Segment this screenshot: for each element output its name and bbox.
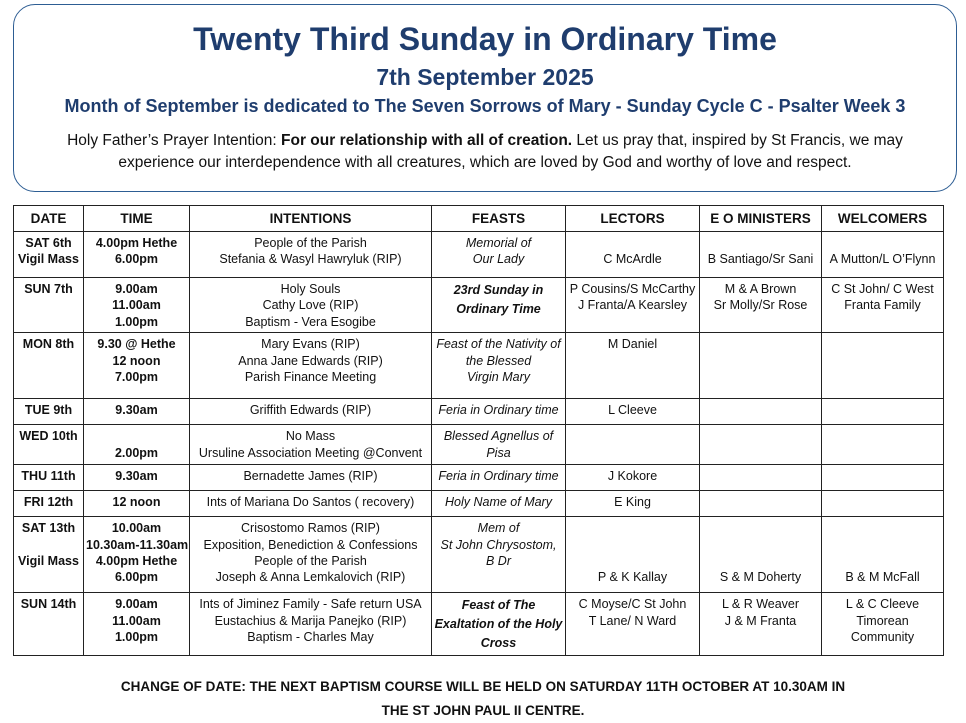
lectors-cell: [566, 517, 700, 593]
cell-line: 12 noon: [112, 495, 161, 510]
cell-line: 11.00am: [112, 298, 161, 313]
cell-line: Holy Name of Mary: [445, 495, 552, 510]
cell-line: Timorean: [856, 613, 909, 628]
ministers-cell: [700, 593, 822, 656]
cell-line: [16, 537, 81, 553]
cell-line: [824, 553, 941, 569]
header-panel: [13, 4, 957, 192]
table-row: [14, 465, 944, 491]
cell-line: 9.00am: [115, 282, 158, 296]
cell-line: [86, 428, 187, 444]
cell-line: Exaltation of the Holy: [434, 617, 563, 632]
cell-line: 10.00am: [111, 521, 162, 536]
prayer-intention-bold: For our relationship with all of creation.: [281, 132, 573, 149]
time-cell: [84, 232, 190, 278]
page-date: 7th September 2025: [376, 64, 594, 90]
cell-line: B Santiago/Sr Sani: [707, 252, 814, 267]
table-row: [14, 232, 944, 278]
cell-line: Cross: [480, 636, 517, 651]
cell-line: People of the Parish: [254, 236, 367, 250]
cell-line: Mary Evans (RIP): [261, 337, 360, 352]
time-cell: [84, 425, 190, 465]
table-header-row: [14, 206, 944, 232]
cell-line: Pisa: [486, 445, 511, 460]
header-time: TIME: [84, 206, 190, 232]
cell-line: FRI 12th: [23, 495, 74, 510]
cell-line: E King: [614, 495, 651, 510]
cell-line: 4.00pm Hethe: [95, 554, 178, 569]
cell-line: Baptism - Charles May: [247, 630, 374, 645]
cell-line: P Cousins/S McCarthy: [569, 282, 696, 296]
cell-line: Blessed Agnellus of: [443, 429, 554, 444]
header-feasts: FEASTS: [432, 206, 566, 232]
date-cell: [14, 593, 84, 656]
cell-line: Mem of: [477, 521, 520, 536]
cell-line: Feria in Ordinary time: [438, 469, 559, 484]
cell-line: WED 10th: [19, 429, 78, 444]
cell-line: Feast of The: [461, 598, 536, 613]
cell-line: Griffith Edwards (RIP): [249, 403, 372, 418]
cell-line: 6.00pm: [114, 570, 159, 585]
date-cell: [14, 517, 84, 593]
cell-line: L & C Cleeve: [845, 597, 920, 612]
feasts-cell: [432, 465, 566, 491]
cell-line: SUN 14th: [20, 597, 77, 612]
cell-line: Vigil Mass: [18, 252, 79, 267]
feasts-cell: [432, 399, 566, 425]
cell-line: [824, 537, 941, 553]
cell-line: [702, 537, 819, 553]
cell-line: Virgin Mary: [467, 370, 530, 385]
cell-line: SUN 7th: [24, 282, 73, 296]
cell-line: MON 8th: [22, 337, 75, 352]
ministers-cell: [700, 517, 822, 593]
cell-line: Exposition, Benediction & Confessions: [203, 537, 418, 552]
date-cell: [14, 399, 84, 425]
feasts-cell: [432, 491, 566, 517]
schedule-table: [13, 205, 944, 656]
cell-line: M Daniel: [607, 337, 658, 352]
welcomers-cell: [822, 517, 944, 593]
date-cell: [14, 491, 84, 517]
ministers-cell: [700, 278, 822, 333]
time-cell: [84, 465, 190, 491]
table-row: [14, 399, 944, 425]
cell-line: 9.30am: [115, 469, 158, 484]
cell-line: Baptism - Vera Esogibe: [245, 314, 376, 329]
welcomers-cell: [822, 465, 944, 491]
cell-line: SAT 6th: [25, 236, 72, 250]
schedule-body: [14, 232, 944, 656]
header-lectors: LECTORS: [566, 206, 700, 232]
table-row: [14, 593, 944, 656]
cell-line: SAT 13th: [21, 521, 76, 536]
date-cell: [14, 333, 84, 399]
lectors-cell: [566, 491, 700, 517]
cell-line: 23rd Sunday in: [453, 283, 544, 297]
intentions-cell: [190, 517, 432, 593]
cell-line: C St John/ C West: [831, 282, 934, 296]
cell-line: J Kokore: [607, 469, 658, 484]
cell-line: Ordinary Time: [456, 302, 541, 316]
cell-line: Stefania & Wasyl Hawryluk (RIP): [219, 252, 402, 267]
cell-line: 9.30 @ Hethe: [97, 337, 176, 352]
cell-line: P & K Kallay: [597, 570, 668, 585]
table-row: [14, 517, 944, 593]
cell-line: Cathy Love (RIP): [262, 298, 359, 313]
intentions-cell: [190, 491, 432, 517]
notice-line-2: THE ST JOHN PAUL II CENTRE.: [381, 703, 585, 718]
table-row: [14, 278, 944, 333]
cell-line: Our Lady: [472, 252, 525, 267]
feasts-cell: [432, 593, 566, 656]
lectors-cell: [566, 232, 700, 278]
cell-line: 1.00pm: [114, 630, 159, 645]
cell-line: Feria in Ordinary time: [438, 403, 559, 418]
cell-line: T Lane/ N Ward: [588, 613, 677, 628]
time-cell: [84, 333, 190, 399]
lectors-cell: [566, 425, 700, 465]
table-row: [14, 425, 944, 465]
cell-line: [702, 235, 819, 251]
cell-line: J Franta/A Kearsley: [577, 298, 688, 313]
prayer-text: Let us pray that, inspired by St Francis, we may experience our interdependence with all creatures, which are loved by God and worthy of love and respect.: [118, 132, 903, 171]
header-date: DATE: [14, 206, 84, 232]
cell-line: [568, 520, 697, 536]
intentions-cell: [190, 593, 432, 656]
cell-line: 6.00pm: [114, 252, 159, 267]
date-cell: [14, 232, 84, 278]
cell-line: People of the Parish: [254, 554, 367, 569]
time-cell: [84, 593, 190, 656]
cell-line: [824, 235, 941, 251]
header-welcomers: WELCOMERS: [822, 206, 944, 232]
cell-line: 2.00pm: [114, 445, 159, 460]
cell-line: Franta Family: [844, 298, 921, 313]
prayer-intention: [28, 130, 942, 174]
feasts-cell: [432, 232, 566, 278]
welcomers-cell: [822, 399, 944, 425]
cell-line: Community: [850, 630, 915, 645]
cell-line: Ints of Mariana Do Santos ( recovery): [206, 495, 415, 510]
welcomers-cell: [822, 593, 944, 656]
welcomers-cell: [822, 333, 944, 399]
feasts-cell: [432, 278, 566, 333]
table-row: [14, 333, 944, 399]
cell-line: L & R Weaver: [721, 597, 800, 612]
time-cell: [84, 517, 190, 593]
intentions-cell: [190, 333, 432, 399]
cell-line: [702, 553, 819, 569]
notice-footer: [0, 675, 966, 723]
cell-line: C McArdle: [603, 252, 662, 267]
page-title: Twenty Third Sunday in Ordinary Time: [193, 21, 777, 57]
time-cell: [84, 278, 190, 333]
intentions-cell: [190, 465, 432, 491]
ministers-cell: [700, 232, 822, 278]
header-intentions: INTENTIONS: [190, 206, 432, 232]
cell-line: TUE 9th: [24, 403, 73, 418]
cell-line: Sr Molly/Sr Rose: [713, 298, 808, 313]
cell-line: 9.30am: [115, 403, 158, 418]
cell-line: [568, 553, 697, 569]
cell-line: J & M Franta: [724, 613, 797, 628]
intentions-cell: [190, 425, 432, 465]
cell-line: L Cleeve: [608, 403, 657, 418]
cell-line: Joseph & Anna Lemkalovich (RIP): [215, 570, 406, 585]
cell-line: 1.00pm: [114, 314, 159, 329]
notice-line-1: CHANGE OF DATE: THE NEXT BAPTISM COURSE WILL BE HELD ON SATURDAY 11TH OCTOBER AT 10.30AM IN: [120, 679, 846, 694]
cell-line: No Mass: [285, 429, 336, 444]
ministers-cell: [700, 399, 822, 425]
cell-line: C Moyse/C St John: [578, 597, 687, 612]
feasts-cell: [432, 517, 566, 593]
welcomers-cell: [822, 278, 944, 333]
cell-line: Ints of Jiminez Family - Safe return USA: [199, 597, 422, 612]
welcomers-cell: [822, 425, 944, 465]
cell-line: 9.00am: [115, 597, 158, 612]
cell-line: S & M Doherty: [719, 570, 802, 585]
lectors-cell: [566, 333, 700, 399]
cell-line: [702, 520, 819, 536]
lectors-cell: [566, 465, 700, 491]
cell-line: St John Chrysostom,: [440, 537, 557, 552]
feasts-cell: [432, 333, 566, 399]
lectors-cell: [566, 399, 700, 425]
cell-line: 4.00pm Hethe: [95, 236, 178, 250]
lectors-cell: [566, 278, 700, 333]
intentions-cell: [190, 399, 432, 425]
cell-line: B Dr: [486, 554, 511, 569]
ministers-cell: [700, 491, 822, 517]
cell-line: A Mutton/L O’Flynn: [829, 252, 936, 267]
cell-line: Vigil Mass: [18, 554, 79, 569]
cell-line: 10.30am-11.30am: [86, 537, 189, 552]
cell-line: Holy Souls: [280, 282, 341, 296]
cell-line: Memorial of: [465, 236, 532, 250]
cell-line: [824, 520, 941, 536]
ministers-cell: [700, 333, 822, 399]
cell-line: Feast of the Nativity of: [436, 337, 561, 352]
date-cell: [14, 425, 84, 465]
cell-line: Eustachius & Marija Panejko (RIP): [214, 613, 407, 628]
date-cell: [14, 465, 84, 491]
cell-line: Ursuline Association Meeting @Convent: [198, 445, 423, 460]
cell-line: [568, 235, 697, 251]
cell-line: Crisostomo Ramos (RIP): [241, 521, 380, 536]
intentions-cell: [190, 232, 432, 278]
ministers-cell: [700, 425, 822, 465]
welcomers-cell: [822, 232, 944, 278]
month-dedication: Month of September is dedicated to The Seven Sorrows of Mary - Sunday Cycle C - Psalter Week 3: [64, 96, 906, 116]
cell-line: Anna Jane Edwards (RIP): [238, 353, 383, 368]
ministers-cell: [700, 465, 822, 491]
header-ministers: E O MINISTERS: [700, 206, 822, 232]
lectors-cell: [566, 593, 700, 656]
cell-line: 12 noon: [112, 353, 161, 368]
feasts-cell: [432, 425, 566, 465]
time-cell: [84, 491, 190, 517]
welcomers-cell: [822, 491, 944, 517]
cell-line: 11.00am: [112, 613, 161, 628]
cell-line: M & A Brown: [724, 282, 797, 296]
cell-line: 7.00pm: [114, 370, 159, 385]
cell-line: Parish Finance Meeting: [244, 370, 377, 385]
time-cell: [84, 399, 190, 425]
prayer-prefix: Holy Father’s Prayer Intention:: [67, 132, 282, 149]
cell-line: [568, 537, 697, 553]
date-cell: [14, 278, 84, 333]
table-row: [14, 491, 944, 517]
cell-line: Bernadette James (RIP): [243, 469, 378, 484]
cell-line: B & M McFall: [845, 570, 920, 585]
cell-line: THU 11th: [21, 469, 76, 484]
cell-line: the Blessed: [465, 353, 532, 368]
intentions-cell: [190, 278, 432, 333]
